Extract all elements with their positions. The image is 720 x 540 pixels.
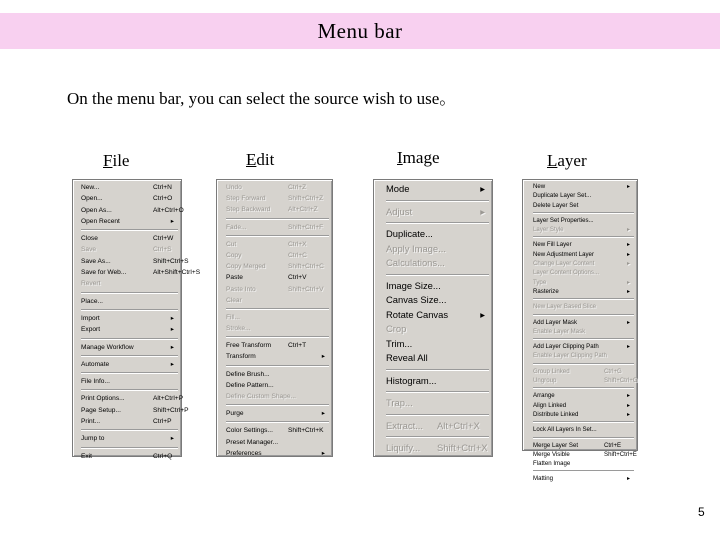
submenu-arrow-icon: ▸ — [170, 360, 174, 368]
menu-item-shortcut: Ctrl+G — [604, 367, 622, 375]
menu-item-label: Add Layer Clipping Path — [533, 343, 599, 351]
submenu-arrow-icon: ▸ — [626, 183, 630, 190]
menu-item-label: Preferences — [226, 449, 262, 457]
file-menu-item-open-recent[interactable] — [81, 216, 178, 227]
layer-menu-item-enable-layer-mask[interactable] — [533, 327, 634, 336]
menu-item-label: Cut — [226, 240, 237, 248]
menu-item-shortcut: Shift+Ctrl+Z — [288, 195, 324, 203]
menu-item-shortcut: Alt+Ctrl+O — [153, 206, 184, 214]
menu-item-shortcut: Ctrl+E — [604, 441, 622, 449]
menu-item-shortcut: Alt+Ctrl+P — [153, 395, 184, 403]
layer-menu-item-align-linked[interactable] — [533, 401, 634, 410]
menu-separator — [386, 369, 489, 371]
menu-item-label: Layer Style — [533, 226, 564, 234]
submenu-arrow-icon: ▸ — [170, 326, 174, 334]
image-title-mnemonic: I — [397, 148, 403, 167]
menu-item-label: Change Layer Content — [533, 260, 595, 268]
menu-item-label: Step Forward — [226, 195, 266, 203]
file-menu-item-revert[interactable] — [81, 278, 178, 289]
menu-separator — [386, 222, 489, 224]
submenu-arrow-icon: ▸ — [626, 278, 630, 286]
menu-item-label: Apply Image... — [386, 242, 446, 254]
menu-item-shortcut: Shift+Ctrl+F — [288, 223, 324, 231]
menu-separator — [533, 338, 634, 340]
file-menu-item-automate[interactable] — [81, 359, 178, 370]
layer-menu-item-duplicate-layer-set[interactable] — [533, 191, 634, 200]
menu-separator — [226, 365, 329, 367]
edit-menu-list — [226, 182, 329, 459]
layer-menu-item-merge-layer-set[interactable] — [533, 441, 634, 450]
menu-item-label: Close — [81, 235, 98, 243]
menu-item-label: Mode — [386, 183, 410, 194]
menu-item-label: New... — [81, 184, 100, 191]
menu-item-label: Trap... — [386, 397, 413, 408]
menu-item-label: Save As... — [81, 257, 111, 265]
menu-item-label: Rasterize — [533, 287, 559, 295]
edit-menu-item-step-backward[interactable] — [226, 204, 329, 215]
menu-item-label: Preset Manager... — [226, 438, 279, 446]
edit-menu-item-undo[interactable] — [226, 182, 329, 193]
menu-separator — [81, 338, 178, 340]
menu-item-label: Revert — [81, 280, 101, 288]
menu-separator — [226, 235, 329, 237]
layer-menu-item-new-adjustment-layer[interactable] — [533, 250, 634, 259]
submenu-arrow-icon: ▸ — [170, 217, 174, 225]
menu-item-label: Ungroup — [533, 377, 557, 385]
image-menu-item-mode[interactable] — [386, 182, 489, 197]
layer-menu-item-layer-content-options[interactable] — [533, 268, 634, 277]
menu-item-label: Open Recent — [81, 217, 120, 225]
file-menu-item-jump-to[interactable] — [81, 433, 178, 444]
menu-separator — [533, 314, 634, 316]
menu-item-label: Reveal All — [386, 352, 428, 363]
menu-separator — [81, 429, 178, 431]
image-menu-item-duplicate[interactable] — [386, 227, 489, 242]
menu-separator — [533, 212, 634, 214]
submenu-arrow-icon: ▸ — [626, 475, 630, 483]
subtitle-text: On the menu bar, you can select the source wish to use。 — [67, 89, 457, 108]
file-menu-item-save[interactable] — [81, 244, 178, 255]
menu-item-label: New Adjustment Layer — [533, 250, 594, 258]
menu-item-shortcut: Ctrl+C — [288, 251, 307, 259]
image-menu-item-extract[interactable] — [386, 419, 489, 434]
layer-menu-item-rasterize[interactable] — [533, 287, 634, 296]
menu-item-label: Distribute Linked — [533, 410, 579, 418]
menu-item-label: Add Layer Mask — [533, 318, 578, 326]
menu-separator — [533, 437, 634, 439]
file-menu-item-print-options[interactable] — [81, 393, 184, 404]
menu-item-label: Open... — [81, 195, 103, 203]
menu-item-label: Exit — [81, 452, 92, 460]
menu-separator — [81, 229, 178, 231]
menu-item-label: Layer Content Options... — [533, 269, 600, 277]
edit-menu-item-copy[interactable] — [226, 250, 329, 261]
menu-item-label: Copy — [226, 251, 242, 259]
submenu-arrow-icon: ▸ — [626, 410, 630, 418]
menu-item-shortcut: Ctrl+P — [153, 418, 172, 426]
layer-menu-item-layer-style[interactable] — [533, 225, 634, 234]
menu-item-shortcut: Shift+Ctrl+X — [437, 442, 488, 453]
menu-separator — [81, 355, 178, 357]
submenu-arrow-icon: ▸ — [480, 183, 485, 194]
menu-separator — [533, 387, 634, 389]
submenu-arrow-icon: ▸ — [321, 410, 325, 418]
menu-separator — [533, 470, 634, 472]
menu-separator — [226, 336, 329, 338]
image-menu-title[interactable] — [397, 148, 440, 168]
menu-item-label: Save — [81, 246, 97, 254]
menu-item-label: Type — [533, 278, 547, 286]
menu-separator — [386, 414, 489, 416]
menu-separator — [81, 309, 178, 311]
layer-menu-item-change-layer-content[interactable] — [533, 259, 634, 268]
layer-menu-item-new-fill-layer[interactable] — [533, 240, 634, 249]
menu-item-label: Duplicate Layer Set... — [533, 192, 592, 200]
menu-item-label: Import — [81, 314, 100, 322]
submenu-arrow-icon: ▸ — [170, 435, 174, 443]
edit-menu-item-preferences[interactable] — [226, 448, 329, 459]
file-menu-title[interactable] — [103, 151, 129, 171]
edit-title-rest: dit — [256, 150, 275, 169]
layer-menu-item-delete-layer-set[interactable] — [533, 201, 634, 210]
menu-item-label: Extract... — [386, 419, 423, 431]
edit-menu-title[interactable] — [246, 150, 274, 170]
image-menu-item-rotate-canvas[interactable] — [386, 308, 489, 323]
submenu-arrow-icon: ▸ — [321, 449, 325, 457]
image-menu-item-liquify[interactable] — [386, 441, 489, 456]
menu-item-shortcut: Ctrl+X — [288, 240, 307, 248]
menu-item-label: Manage Workflow — [81, 343, 134, 351]
menu-item-label: Image Size... — [386, 279, 441, 291]
menu-item-shortcut: Ctrl+N — [153, 184, 172, 191]
menu-item-label: Free Transform — [226, 342, 272, 350]
layer-menu-list — [533, 182, 638, 484]
edit-menu-item-copy-merged[interactable] — [226, 261, 329, 272]
layer-menu-item-add-layer-clipping-path[interactable] — [533, 342, 634, 351]
menu-item-label: Delete Layer Set — [533, 201, 579, 209]
submenu-arrow-icon: ▸ — [321, 353, 325, 361]
menu-item-label: Lock All Layers In Set... — [533, 426, 597, 434]
image-menu-item-crop[interactable] — [386, 322, 489, 337]
menu-item-label: Step Backward — [226, 206, 271, 214]
menu-item-label: Define Pattern... — [226, 381, 274, 389]
edit-menu-item-purge[interactable] — [226, 408, 329, 419]
menu-item-label: File Info... — [81, 378, 110, 386]
edit-menu-item-define-custom-shape[interactable] — [226, 391, 329, 402]
layer-menu-item-enable-layer-clipping-path[interactable] — [533, 351, 634, 360]
menu-item-label: Fade... — [226, 223, 247, 231]
image-menu-item-image-size[interactable] — [386, 279, 489, 294]
menu-item-label: Place... — [81, 297, 103, 305]
submenu-arrow-icon: ▸ — [626, 241, 630, 249]
file-menu-item-page-setup[interactable] — [81, 405, 189, 416]
menu-separator — [226, 218, 329, 220]
menu-item-shortcut: Shift+Ctrl+E — [604, 450, 637, 458]
layer-menu-item-merge-visible[interactable] — [533, 450, 637, 459]
menu-item-shortcut: Shift+Ctrl+S — [153, 257, 189, 265]
menu-item-label: Arrange — [533, 392, 555, 400]
layer-menu-item-new-layer-based-slice[interactable] — [533, 302, 634, 311]
submenu-arrow-icon: ▸ — [626, 343, 630, 351]
file-menu-panel — [72, 179, 201, 460]
submenu-arrow-icon: ▸ — [170, 314, 174, 322]
submenu-arrow-icon: ▸ — [170, 343, 174, 351]
layer-menu-item-lock-all-layers-in-set[interactable] — [533, 425, 634, 434]
layer-menu-item-new[interactable] — [533, 182, 634, 191]
submenu-arrow-icon: ▸ — [480, 205, 485, 217]
menu-separator — [533, 421, 634, 423]
submenu-arrow-icon: ▸ — [626, 260, 630, 268]
menu-item-label: Flatten Image — [533, 460, 571, 468]
menu-item-shortcut: Ctrl+W — [153, 235, 174, 243]
menu-item-label: Crop — [386, 323, 407, 334]
menu-item-label: Clear — [226, 296, 242, 304]
layer-menu-item-flatten-image[interactable] — [533, 459, 634, 468]
menu-separator — [81, 389, 178, 391]
menu-item-label: Color Settings... — [226, 427, 273, 435]
edit-menu-item-clear[interactable] — [226, 295, 329, 306]
edit-menu-item-preset-manager[interactable] — [226, 437, 329, 448]
menu-item-label: Canvas Size... — [386, 294, 447, 305]
menu-separator — [81, 447, 178, 449]
menu-separator — [386, 274, 489, 276]
menu-item-label: Fill... — [226, 313, 240, 321]
edit-menu-item-paste-into[interactable] — [226, 284, 329, 295]
menu-item-label: Merge Layer Set — [533, 441, 579, 449]
menu-item-shortcut: Shift+Ctrl+C — [288, 263, 324, 271]
menu-separator — [386, 436, 489, 438]
file-menu-item-file-info[interactable] — [81, 376, 178, 387]
submenu-arrow-icon: ▸ — [626, 226, 630, 234]
image-menu-item-trap[interactable] — [386, 396, 489, 411]
image-menu-list — [386, 182, 489, 456]
menu-item-label: Layer Set Properties... — [533, 216, 594, 224]
menu-separator — [81, 372, 178, 374]
menu-item-label: Adjust — [386, 205, 413, 217]
edit-menu-item-stroke[interactable] — [226, 323, 329, 334]
menu-item-label: Open As... — [81, 206, 112, 214]
menu-item-label: New — [533, 183, 546, 190]
layer-title-rest: ayer — [557, 151, 587, 170]
menu-item-label: Export — [81, 326, 101, 334]
file-menu-item-close[interactable] — [81, 233, 178, 244]
image-title-rest: mage — [402, 148, 440, 167]
layer-menu-item-distribute-linked[interactable] — [533, 410, 634, 419]
file-title-rest: ile — [112, 151, 130, 170]
file-menu-item-manage-workflow[interactable] — [81, 342, 178, 353]
layer-menu-item-layer-set-properties[interactable] — [533, 216, 634, 225]
menu-item-shortcut: Ctrl+S — [153, 246, 172, 254]
menu-item-label: Enable Layer Mask — [533, 327, 586, 335]
layer-menu-title[interactable] — [547, 151, 587, 171]
layer-menu-item-matting[interactable] — [533, 474, 634, 483]
edit-menu-item-free-transform[interactable] — [226, 340, 329, 351]
submenu-arrow-icon: ▸ — [480, 308, 485, 320]
image-menu-item-reveal-all[interactable] — [386, 351, 489, 366]
submenu-arrow-icon: ▸ — [626, 392, 630, 400]
menu-item-label: Save for Web... — [81, 269, 127, 277]
image-menu-panel — [373, 179, 493, 457]
menu-item-label: Merge Visible — [533, 450, 570, 458]
menu-item-label: Print Options... — [81, 395, 125, 403]
submenu-arrow-icon: ▸ — [626, 287, 630, 295]
file-title-mnemonic: F — [103, 151, 113, 170]
menu-separator — [386, 200, 489, 202]
edit-menu-item-define-pattern[interactable] — [226, 380, 329, 391]
menu-separator — [81, 292, 178, 294]
edit-title-mnemonic: E — [246, 150, 257, 169]
menu-separator — [533, 236, 634, 238]
layer-title-mnemonic: L — [547, 151, 558, 170]
menu-separator — [226, 421, 329, 423]
image-menu-item-canvas-size[interactable] — [386, 293, 489, 308]
menu-item-label: Jump to — [81, 435, 105, 443]
menu-item-label: Stroke... — [226, 325, 251, 333]
page-title: Menu bar — [317, 19, 403, 43]
menu-item-label: Copy Merged — [226, 263, 266, 271]
image-menu-item-trim[interactable] — [386, 337, 489, 352]
menu-item-label: Paste Into — [226, 285, 256, 293]
submenu-arrow-icon: ▸ — [626, 401, 630, 409]
menu-item-shortcut: Ctrl+Z — [288, 184, 307, 191]
file-menu-item-new[interactable] — [81, 182, 178, 193]
edit-menu-item-define-brush[interactable] — [226, 369, 329, 380]
file-menu-list — [81, 182, 201, 462]
menu-item-shortcut: Shift+Ctrl+P — [153, 406, 189, 414]
edit-menu-item-step-forward[interactable] — [226, 193, 329, 204]
menu-item-shortcut: Alt+Shift+Ctrl+S — [153, 269, 201, 277]
menu-item-shortcut: Shift+Ctrl+K — [288, 427, 324, 435]
menu-separator — [533, 363, 634, 365]
image-menu-item-histogram[interactable] — [386, 374, 489, 389]
menu-separator — [533, 298, 634, 300]
layer-menu-item-ungroup[interactable] — [533, 376, 638, 385]
menu-item-label: Print... — [81, 418, 101, 426]
menu-item-label: Rotate Canvas — [386, 308, 449, 320]
layer-menu-item-type[interactable] — [533, 278, 634, 287]
menu-item-label: New Fill Layer — [533, 241, 572, 249]
menu-item-label: Histogram... — [386, 374, 437, 386]
menu-item-shortcut: Alt+Ctrl+Z — [288, 206, 318, 214]
menu-item-label: Align Linked — [533, 401, 567, 409]
submenu-arrow-icon: ▸ — [626, 318, 630, 326]
menu-item-label: Undo — [226, 184, 242, 191]
layer-menu-panel — [522, 179, 638, 483]
menu-item-label: Paste — [226, 274, 243, 282]
image-menu-item-calculations[interactable] — [386, 256, 489, 271]
layer-menu-item-group-linked[interactable] — [533, 367, 634, 376]
menu-item-label: Page Setup... — [81, 406, 121, 414]
menu-item-shortcut: Shift+Ctrl+V — [288, 285, 324, 293]
file-menu-item-exit[interactable] — [81, 451, 178, 462]
submenu-arrow-icon: ▸ — [626, 250, 630, 258]
menu-separator — [226, 308, 329, 310]
menu-item-shortcut: Shift+Ctrl+G — [604, 377, 638, 385]
edit-menu-item-paste[interactable] — [226, 272, 329, 283]
menu-item-label: Group Linked — [533, 367, 570, 375]
edit-menu-item-color-settings[interactable] — [226, 425, 329, 436]
menu-item-shortcut: Ctrl+V — [288, 274, 307, 282]
edit-menu-item-transform[interactable] — [226, 351, 329, 362]
edit-menu-item-fade[interactable] — [226, 222, 329, 233]
menu-item-label: New Layer Based Slice — [533, 303, 596, 311]
menu-item-label: Trim... — [386, 337, 413, 349]
edit-menu-item-cut[interactable] — [226, 239, 329, 250]
menu-separator — [226, 404, 329, 406]
image-menu-item-adjust[interactable] — [386, 205, 489, 220]
file-menu-item-import[interactable] — [81, 313, 178, 324]
menu-item-label: Purge — [226, 410, 244, 418]
menu-separator — [386, 391, 489, 393]
edit-menu-panel — [216, 179, 333, 457]
menu-item-label: Automate — [81, 360, 110, 368]
menu-item-shortcut: Ctrl+O — [153, 195, 173, 203]
file-menu-item-print[interactable] — [81, 416, 178, 427]
menu-item-label: Define Custom Shape... — [226, 393, 297, 400]
layer-menu-item-add-layer-mask[interactable] — [533, 318, 634, 327]
menu-item-label: Calculations... — [386, 257, 445, 268]
file-menu-item-place[interactable] — [81, 296, 178, 307]
file-menu-item-save-as[interactable] — [81, 256, 189, 267]
menu-item-shortcut: Ctrl+T — [288, 342, 307, 350]
menu-item-label: Liquify... — [386, 442, 421, 453]
file-menu-item-export[interactable] — [81, 324, 178, 335]
menu-item-label: Enable Layer Clipping Path — [533, 352, 607, 360]
menu-item-label: Define Brush... — [226, 370, 270, 378]
edit-menu-item-fill[interactable] — [226, 312, 329, 323]
layer-menu-item-arrange[interactable] — [533, 391, 634, 400]
menu-item-label: Matting — [533, 475, 553, 483]
menu-item-label: Duplicate... — [386, 228, 433, 239]
file-menu-item-save-for-web[interactable] — [81, 267, 201, 278]
file-menu-item-open[interactable] — [81, 193, 178, 204]
menu-item-shortcut: Alt+Ctrl+X — [437, 419, 480, 431]
image-menu-item-apply-image[interactable] — [386, 242, 489, 257]
menu-item-label: Transform — [226, 353, 256, 361]
file-menu-item-open-as[interactable] — [81, 205, 184, 216]
menu-item-shortcut: Ctrl+Q — [153, 452, 173, 460]
page-number: 5 — [698, 505, 705, 519]
